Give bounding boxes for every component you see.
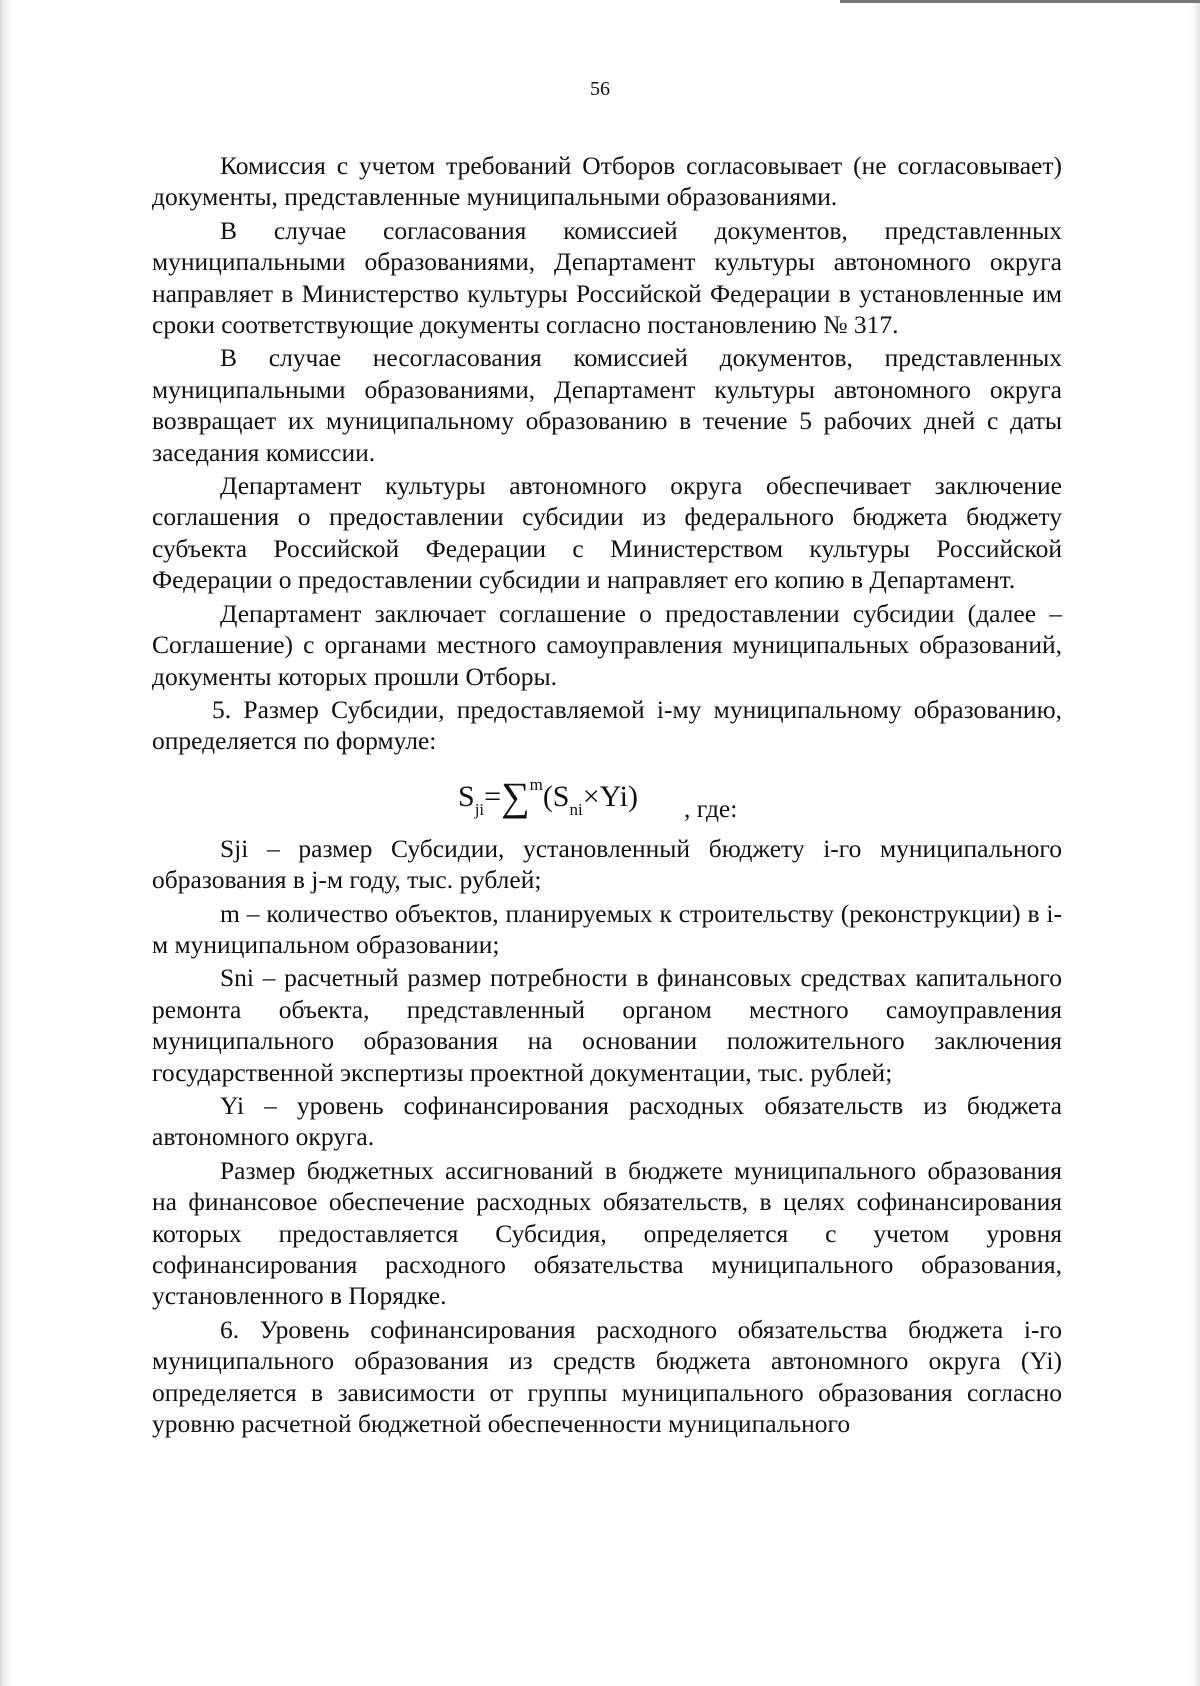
formula-term-open: (S bbox=[542, 779, 570, 813]
formula-equals: = bbox=[484, 779, 502, 813]
document-body bbox=[152, 150, 1062, 1441]
definition-yi: Yi – уровень софинансирования расходных обязательств из бюджета автономного округа. bbox=[152, 1090, 1062, 1152]
subsidy-formula bbox=[152, 759, 1062, 829]
paragraph-commission-approval: Комиссия с учетом требований Отборов согласовывает (не согласовывает) документы, представленные муниципальными образованиями. bbox=[152, 151, 1062, 212]
paragraph-approval-case: В случае согласования комиссией документов, представленных муниципальными образованиями, Департамент культуры автономного округа направляет в Министерство культуры Российской Федерации в установленные им сроки соответствующие документы согласно постановлению № 317. bbox=[152, 215, 1062, 340]
formula-term-close: ×Yi) bbox=[582, 779, 638, 813]
formula-sum-symbol: ∑ bbox=[501, 773, 530, 819]
formula-sum-upper-limit: m bbox=[529, 774, 543, 794]
definition-sni: Sni – расчетный размер потребности в финансовых средствах капитального ремонта объекта, представленный органом местного самоуправления муниципального образования на основании положительного заключения государственной экспертизы проектной документации, тыс. рублей; bbox=[152, 963, 1062, 1087]
formula-where: , где: bbox=[684, 793, 738, 823]
scan-edge-right bbox=[1190, 0, 1200, 1686]
paragraph-disapproval-case: В случае несогласования комиссией документов, представленных муниципальными образованиями, Департамент культуры автономного округа возвращает их муниципальному образованию в течение 5 рабочих дней с даты заседания комиссии. bbox=[152, 343, 1062, 467]
page-number: 56 bbox=[590, 78, 610, 100]
paragraph-agreement-federal: Департамент культуры автономного округа обеспечивает заключение соглашения о предоставлении субсидии из федерального бюджета бюджету субъекта Российской Федерации с Министерством культуры Российской Федерации о предоставлении субсидии и направляет его копию в Департамент. bbox=[152, 471, 1062, 595]
paragraph-item-5: 5. Размер Субсидии, предоставляемой i-му муниципальному образованию, определяется по формуле: bbox=[152, 694, 1062, 756]
paragraph-item-6: 6. Уровень софинансирования расходного обязательства бюджета i-го муниципального образования из средств бюджета автономного округа (Yi) определяется в зависимости от группы муниципального образования согласно уровню расчетной бюджетной обеспеченности муниципального bbox=[152, 1314, 1062, 1439]
formula-term-subscript: ni bbox=[569, 799, 583, 819]
formula-lhs: S bbox=[458, 779, 475, 813]
top-rule bbox=[840, 0, 1200, 3]
paragraph-agreement-local: Департамент заключает соглашение о предоставлении субсидии (далее – Соглашение) с органами местного самоуправления муниципальных образований, документы которых прошли Отборы. bbox=[152, 598, 1062, 691]
formula-expression bbox=[458, 765, 638, 830]
definition-sji: Sji – размер Субсидии, установленный бюджету i-го муниципального образования в j-м году, тыс. рублей; bbox=[152, 833, 1062, 895]
definition-m: m – количество объектов, планируемых к строительству (реконструкции) в i-м муниципальном образовании; bbox=[152, 898, 1062, 959]
paragraph-budget-allocations: Размер бюджетных ассигнований в бюджете муниципального образования на финансовое обеспечение расходных обязательств, в целях софинансирования которых предоставляется Субсидия, определяется с учетом уровня софинансирования расходного обязательства муниципального образования, установленного в Порядке. bbox=[152, 1155, 1062, 1311]
formula-lhs-subscript: ji bbox=[474, 799, 485, 819]
scan-edge-left bbox=[0, 0, 14, 1686]
